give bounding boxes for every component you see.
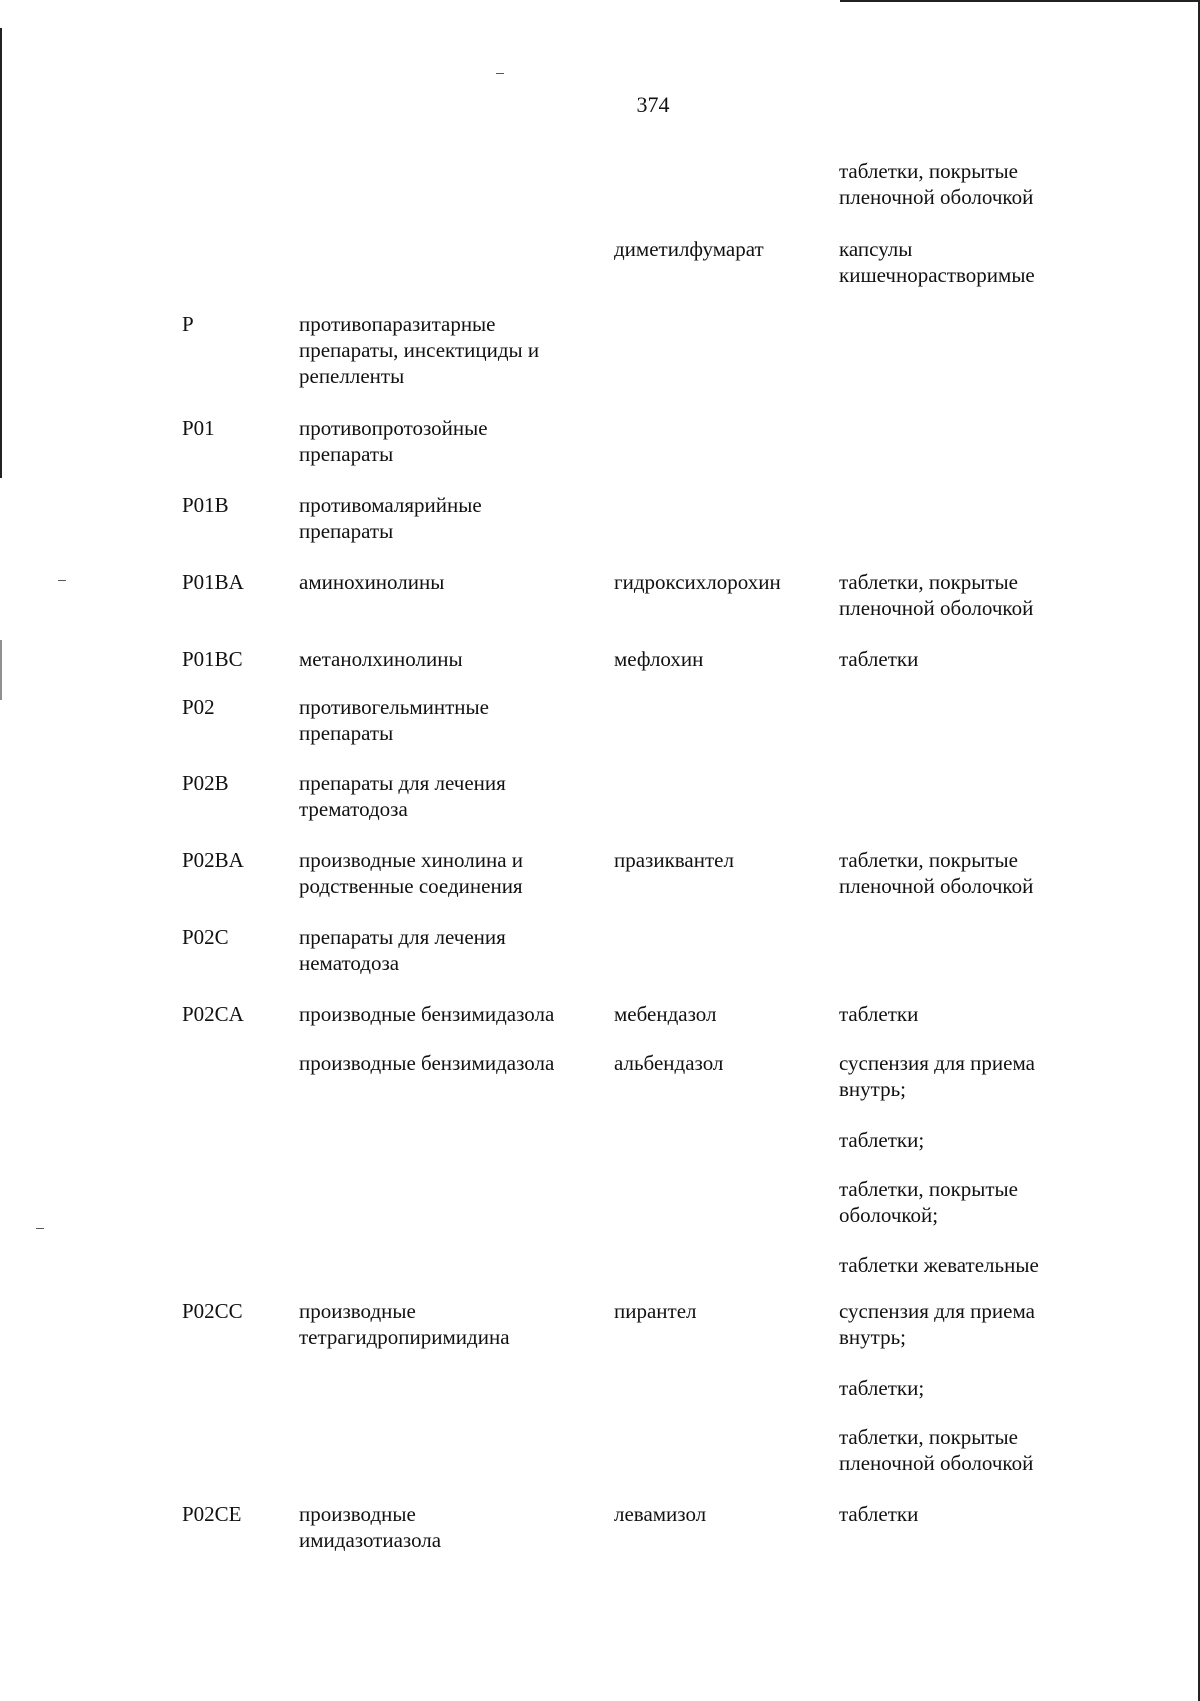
scan-edge-top (840, 0, 1200, 2)
group-name: аминохинолины (299, 570, 445, 594)
dosage-form: таблетки; (839, 1128, 925, 1152)
dosage-form: таблетки (839, 647, 919, 671)
atc-code: P01BC (182, 647, 243, 671)
dosage-form: таблетки жевательные (839, 1253, 1039, 1277)
scan-speck (36, 1228, 44, 1229)
drug-name: мебендазол (614, 1002, 717, 1026)
atc-code: P02CC (182, 1299, 243, 1323)
page-number: 374 (636, 92, 670, 117)
atc-code: P02CA (182, 1002, 244, 1026)
dosage-form: таблетки, покрытые пленочной оболочкой (839, 159, 1034, 209)
drug-name: празиквантел (614, 848, 734, 872)
atc-code: P02BA (182, 848, 244, 872)
dosage-form: таблетки, покрытые оболочкой; (839, 1177, 1018, 1227)
drug-name: диметилфумарат (614, 237, 764, 261)
group-name: производные имидазотиазола (299, 1502, 442, 1552)
atc-code: P01 (182, 416, 215, 440)
drug-name: пирантел (614, 1299, 697, 1323)
group-name: противогельминтные препараты (299, 695, 489, 745)
dosage-form: суспензия для приема внутрь; (839, 1051, 1035, 1101)
group-name: производные хинолина и родственные соединения (299, 848, 524, 898)
dosage-form: таблетки, покрытые пленочной оболочкой (839, 848, 1034, 898)
group-name: противопротозойные препараты (299, 416, 488, 466)
dosage-form: таблетки; (839, 1376, 925, 1400)
dosage-form: суспензия для приема внутрь; (839, 1299, 1035, 1349)
dosage-form: таблетки, покрытые пленочной оболочкой (839, 1425, 1034, 1475)
drug-name: мефлохин (614, 647, 704, 671)
group-name: противомалярийные препараты (299, 493, 482, 543)
dosage-form: таблетки (839, 1502, 919, 1526)
scan-edge-left-mark (0, 640, 2, 700)
atc-code: P02C (182, 925, 229, 949)
dosage-form: таблетки (839, 1002, 919, 1026)
atc-code: P01B (182, 493, 229, 517)
atc-code: P02B (182, 771, 229, 795)
atc-code: P02CE (182, 1502, 242, 1526)
group-name: производные тетрагидропиримидина (299, 1299, 510, 1349)
drug-name: левамизол (614, 1502, 707, 1526)
group-name: противопаразитарные препараты, инсектициды и репелленты (299, 312, 540, 388)
group-name: производные бензимидазола (299, 1002, 555, 1026)
group-name: производные бензимидазола (299, 1051, 555, 1075)
scan-speck (496, 73, 504, 74)
drug-name: альбендазол (614, 1051, 724, 1075)
drug-name: гидроксихлорохин (614, 570, 781, 594)
group-name: препараты для лечения трематодоза (299, 771, 506, 821)
atc-code: P01BA (182, 570, 244, 594)
atc-code: P (182, 312, 194, 336)
group-name: метанолхинолины (299, 647, 463, 671)
dosage-form: таблетки, покрытые пленочной оболочкой (839, 570, 1034, 620)
dosage-form: капсулы кишечнорастворимые (839, 237, 1035, 287)
scan-speck (58, 580, 66, 581)
atc-code: P02 (182, 695, 215, 719)
group-name: препараты для лечения нематодоза (299, 925, 506, 975)
